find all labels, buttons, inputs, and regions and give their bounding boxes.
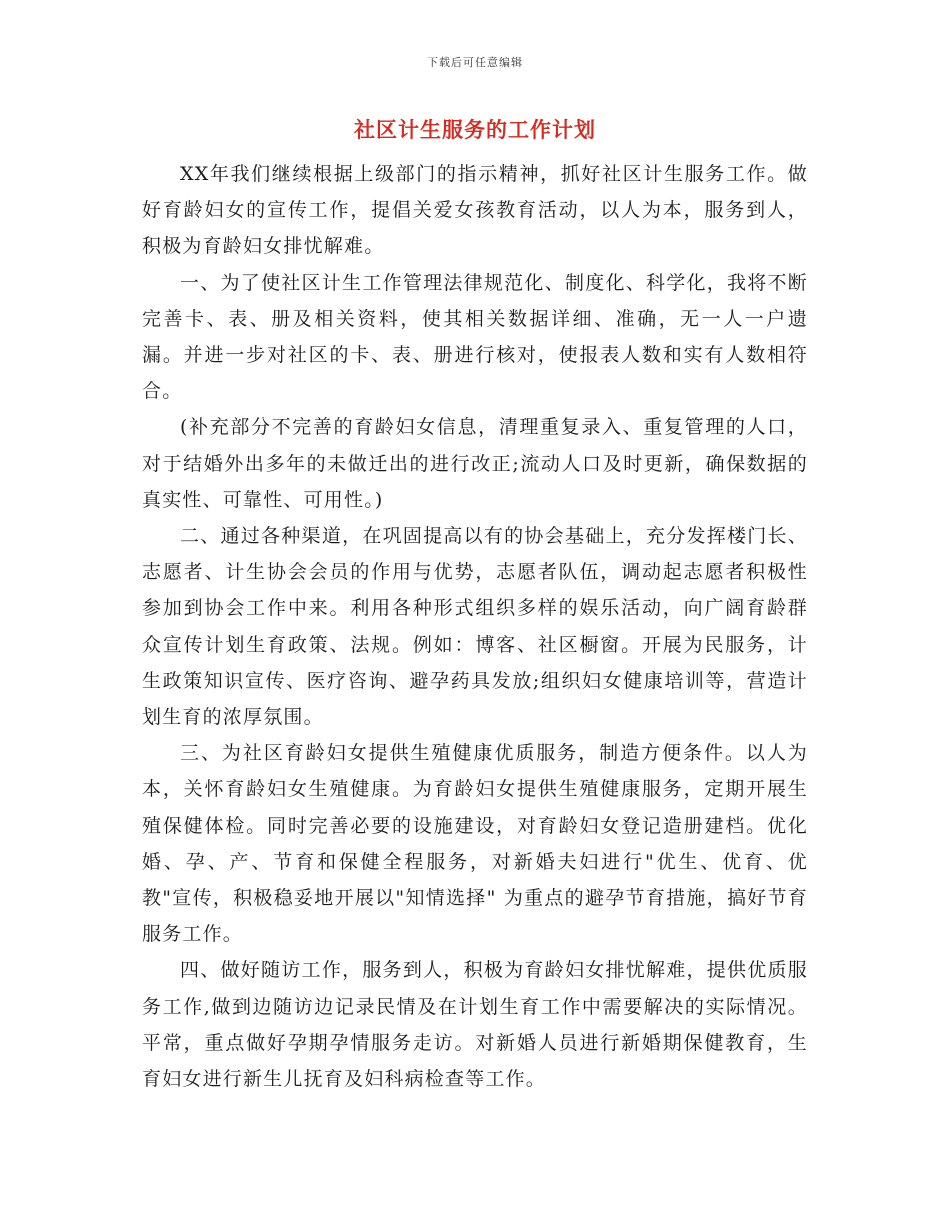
paragraph-section-1: 一、为了使社区计生工作管理法律规范化、制度化、科学化，我将不断完善卡、表、册及相关资料，使其相关数据详细、准确，无一人一户遗漏。并进一步对社区的卡、表、册进行核对，使报表人数和实有人数相符合。: [142, 271, 808, 403]
paragraph-section-4: 四、做好随访工作，服务到人，积极为育龄妇女排忧解难，提供优质服务工作,做到边随访边记录民情及在计划生育工作中需要解决的实际情况。平常，重点做好孕期孕情服务走访。对新婚人员进行新婚期保健教育，生育妇女进行新生儿抚育及妇科病检查等工作。: [142, 959, 808, 1091]
paragraph-section-1-note: (补充部分不完善的育龄妇女信息，清理重复录入、重复管理的人口，对于结婚外出多年的未做迁出的进行改正;流动人口及时更新，确保数据的真实性、可靠性、可用性。): [142, 416, 808, 511]
paragraph-intro: XX年我们继续根据上级部门的指示精神，抓好社区计生服务工作。做好育龄妇女的宣传工作，提倡关爱女孩教育活动，以人为本，服务到人，积极为育龄妇女排忧解难。: [142, 163, 808, 258]
paragraph-section-3: 三、为社区育龄妇女提供生殖健康优质服务，制造方便条件。以人为本，关怀育龄妇女生殖健康。为育龄妇女提供生殖健康服务，定期开展生殖保健体检。同时完善必要的设施建设，对育龄妇女登记造册建档。优化婚、孕、产、节育和保健全程服务，对新婚夫妇进行"优生、优育、优教"宣传，积极稳妥地开展以"知情选择" 为重点的避孕节育措施，搞好节育服务工作。: [142, 742, 808, 946]
paragraph-section-2: 二、通过各种渠道，在巩固提高以有的协会基础上，充分发挥楼门长、志愿者、计生协会会员的作用与优势，志愿者队伍，调动起志愿者积极性参加到协会工作中来。利用各种形式组织多样的娱乐活动，向广阔育龄群众宣传计划生育政策、法规。例如：博客、社区橱窗。开展为民服务，计生政策知识宣传、医疗咨询、避孕药具发放;组织妇女健康培训等，营造计划生育的浓厚氛围。: [142, 525, 808, 729]
document-body: [142, 156, 808, 1097]
document-title: 社区计生服务的工作计划: [354, 117, 596, 142]
header-note: 下载后可任意编辑: [427, 56, 523, 69]
